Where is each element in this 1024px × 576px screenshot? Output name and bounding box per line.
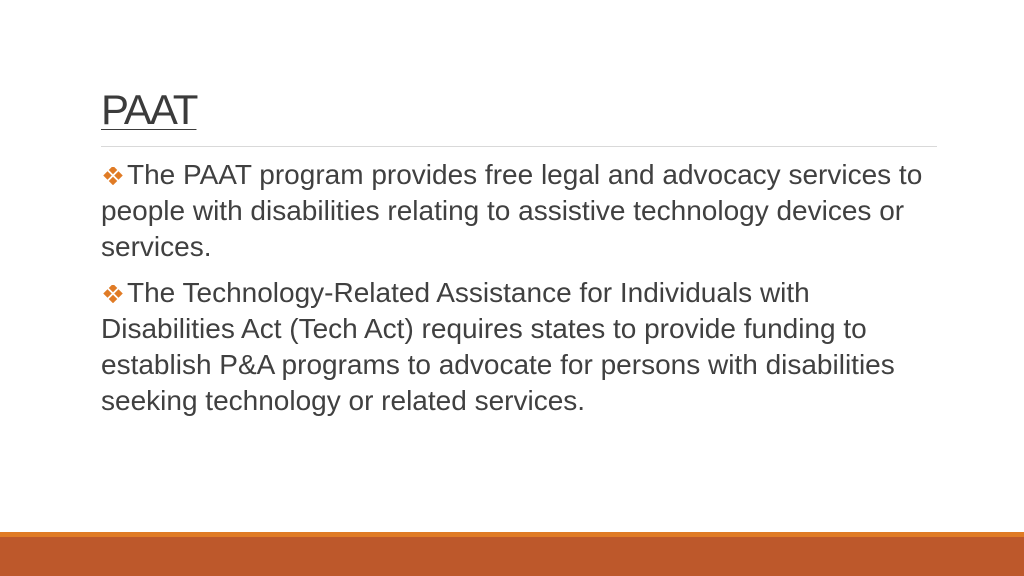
bullet-item: [101, 157, 931, 265]
diamond-bullet-icon: [101, 157, 127, 193]
bullet-item: [101, 275, 931, 419]
bullet-text: The Technology-Related Assistance for Individuals with Disabilities Act (Tech Act) requires states to provide funding to establish P&A programs to advocate for persons with disabilities seeking technology or related services.: [101, 277, 895, 416]
slide-title: PAAT: [101, 86, 197, 133]
bullet-list: [101, 157, 931, 429]
diamond-bullet-icon: [101, 275, 127, 311]
bullet-text: The PAAT program provides free legal and advocacy services to people with disabilities relating to assistive technology devices or services.: [101, 159, 923, 262]
footer-band: [0, 537, 1024, 576]
title-divider: [101, 146, 937, 147]
